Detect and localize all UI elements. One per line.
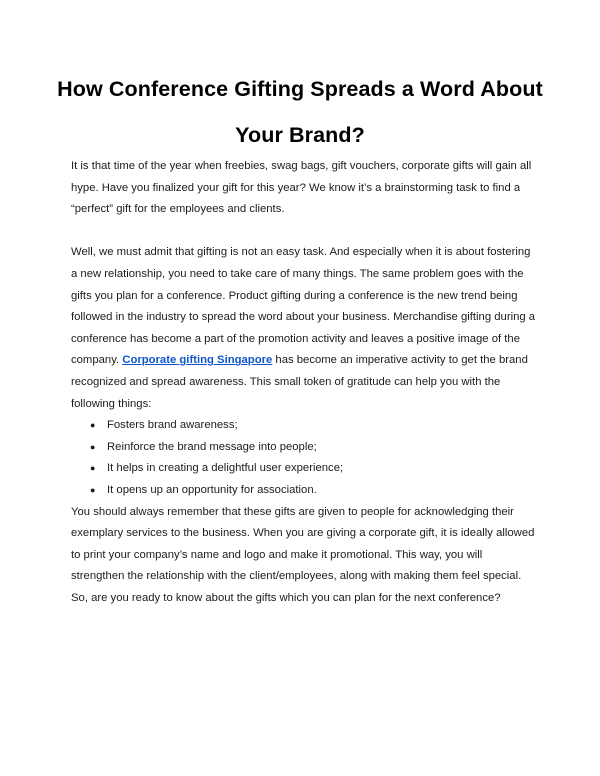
intro-paragraph: It is that time of the year when freebies, swag bags, gift vouchers, corporate gifts will gain all hype. Have you finalized your gift for this year? We know it’s a brainstorming task to find a “perfect” gift for the employees and clients. [71,160,532,216]
list-item-text: Fosters brand awareness; [107,419,238,432]
benefits-list [71,415,538,501]
bullet-icon: ● [90,463,96,474]
bullet-icon: ● [90,484,96,495]
second-paragraph-text-after-link: has become an imperative activity to get the brand recognized and spread awareness. This small token of gratitude can help you with the following things: [71,354,528,410]
list-item [71,480,538,502]
article-body [71,156,538,609]
list-item [71,458,538,480]
list-item [71,415,538,437]
closing-paragraph: You should always remember that these gifts are given to people for acknowledging their exemplary services to the business. When you are giving a corporate gift, it is ideally allowed to print your company’s name and logo and make it promotional. This way, you will strengthen the relationship with the client/employees, along with making them feel special. So, are you ready to know about the gifts which you can plan for the next conference? [71,505,535,604]
list-item-text: Reinforce the brand message into people; [107,440,317,453]
corporate-gifting-link[interactable]: Corporate gifting Singapore [122,354,273,367]
second-paragraph-text-before-link: Well, we must admit that gifting is not an easy task. And especially when it is about fostering a new relationship, you need to take care of many things. The same problem goes with the gifts you plan for a conference. Product gifting during a conference is the new trend being followed in the industry to spread the word about your business. Merchandise gifting during a conference has become a part of the promotion activity and leaves a positive image of the company. [71,246,536,367]
page-title: How Conference Gifting Spreads a Word About Your Brand? [57,77,543,147]
list-item-text: It helps in creating a delightful user experience; [107,462,344,475]
second-paragraph [71,242,538,415]
list-item [71,437,538,459]
bullet-icon: ● [90,420,96,431]
bullet-icon: ● [90,441,96,452]
list-item-text: It opens up an opportunity for association. [107,483,317,496]
